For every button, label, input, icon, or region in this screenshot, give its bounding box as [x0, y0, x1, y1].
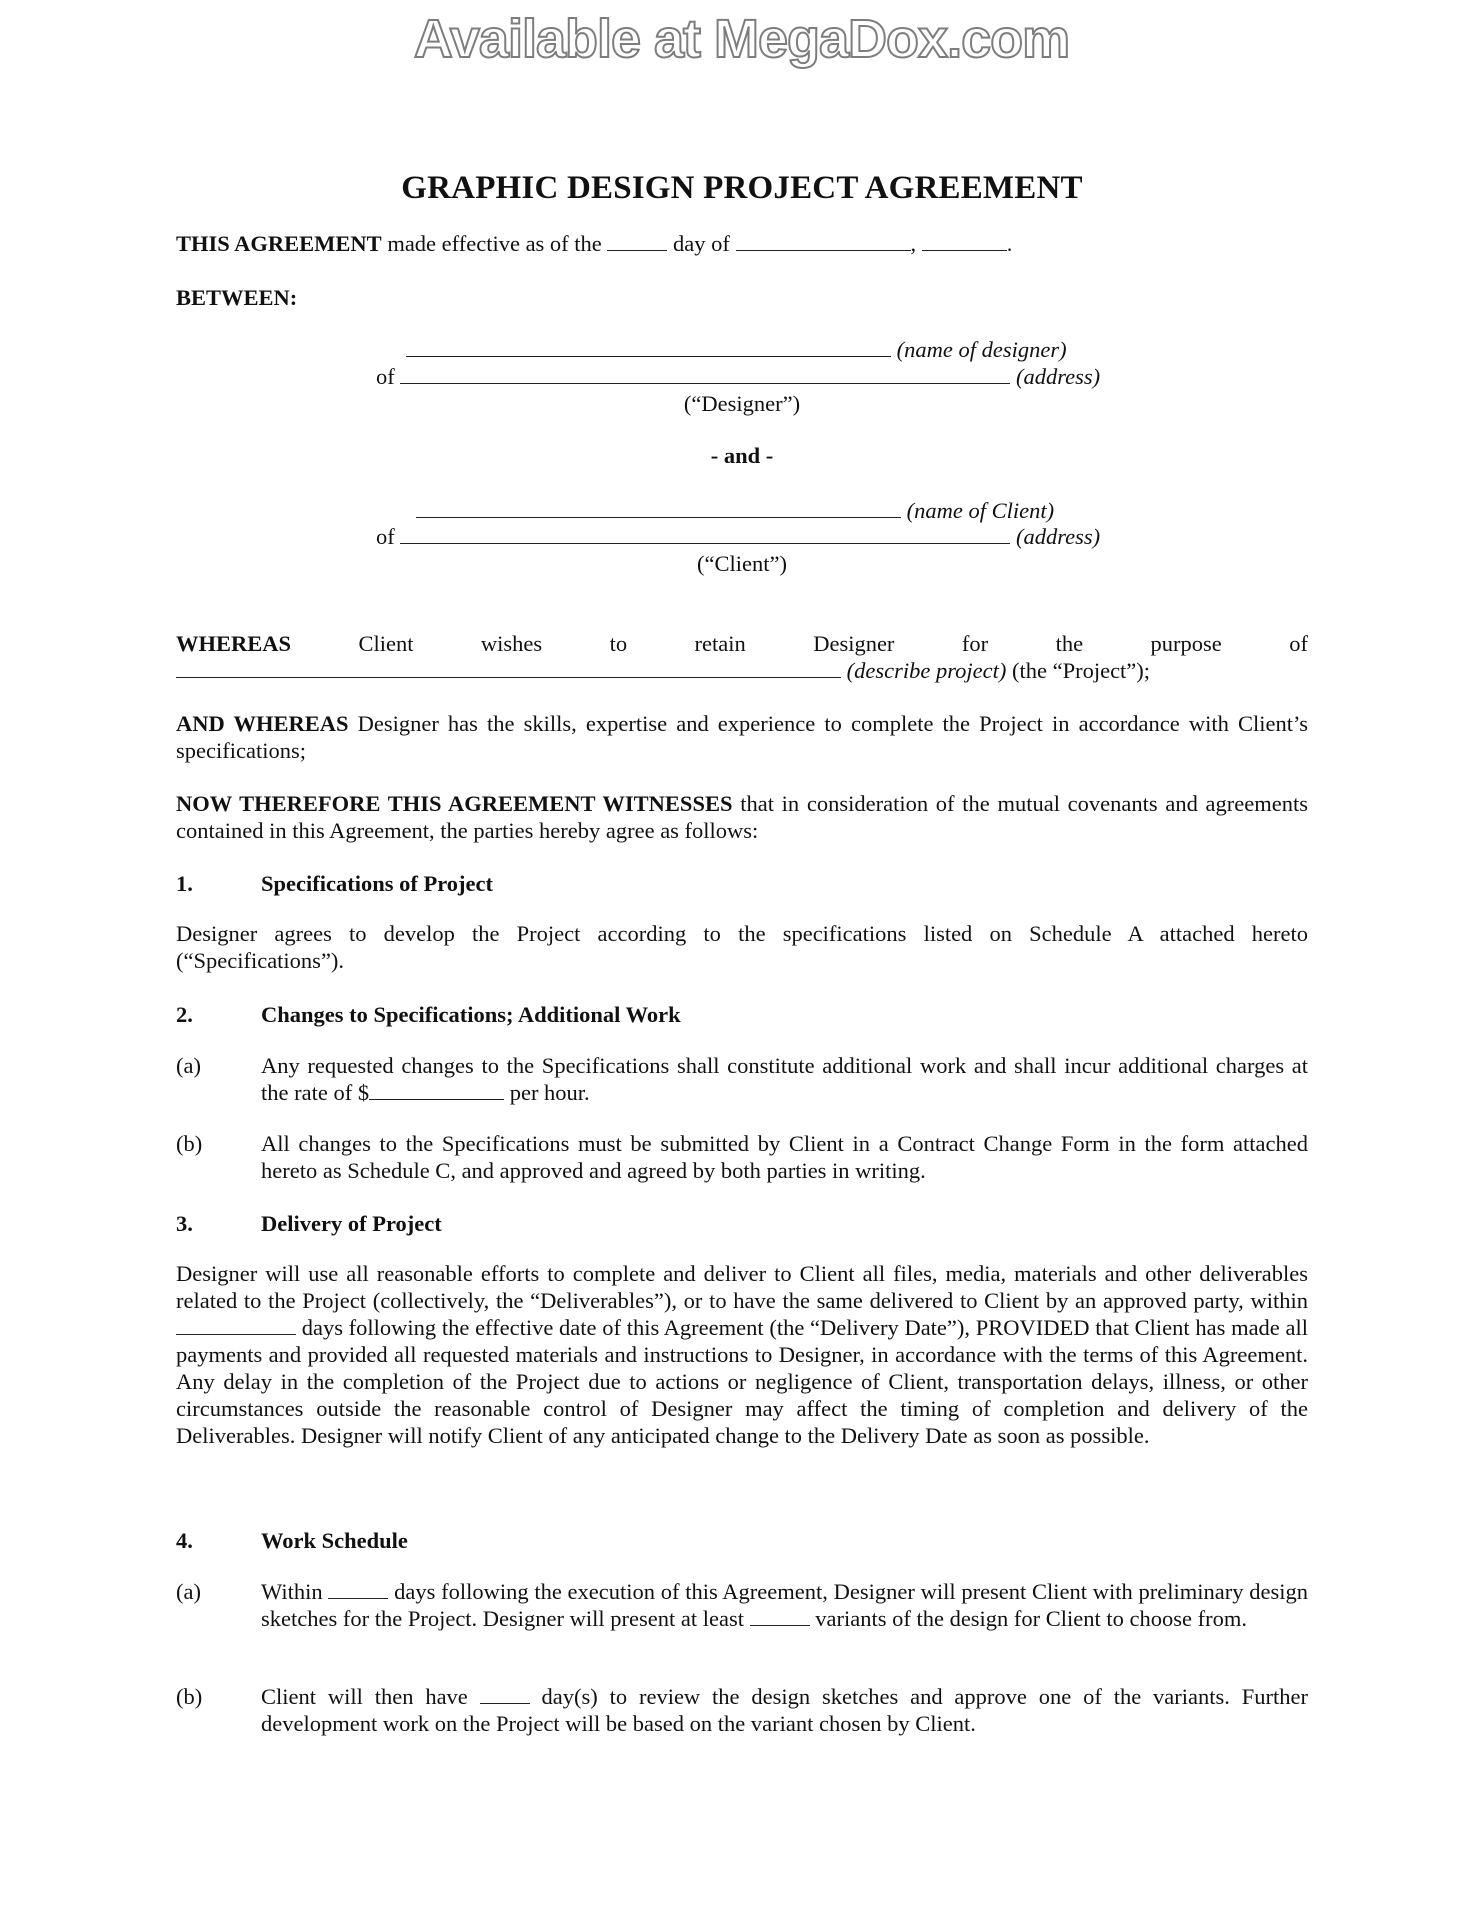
client-name-hint: (name of Client) — [906, 498, 1055, 523]
of-label: of — [376, 524, 395, 549]
review-days-blank[interactable] — [480, 1685, 530, 1704]
section-2a-text — [261, 1052, 1308, 1106]
whereas-word: retain — [694, 631, 746, 656]
watermark: Available at MegaDox.com — [413, 9, 1070, 69]
client-address-line — [376, 523, 1100, 550]
designer-name-blank[interactable] — [406, 338, 891, 357]
section-text: days following the effective date of this Agreement (the “Delivery Date”), PROVIDED that Client has made all payments and provided all requested materials and instructions to Designer, in accordance with the terms of this Agreement. Any delay in the completion of the Project due to actions or negligence of Client, transportation delays, illness, or other circumstances outside the reasonable control of Designer may affect the timing of completion and delivery of the Deliverables. Designer will notify Client of any anticipated change to the Delivery Date as soon as possible. — [176, 1315, 1308, 1448]
section-number: 4. — [176, 1528, 193, 1553]
now-therefore-lead: NOW THEREFORE THIS AGREEMENT WITNESSES — [176, 791, 733, 816]
whereas-word: the — [1055, 631, 1084, 656]
section-heading: Delivery of Project — [261, 1211, 442, 1236]
item-text: Client will then have — [261, 1684, 480, 1709]
whereas-word: to — [609, 631, 628, 656]
designer-address-blank[interactable] — [400, 365, 1010, 384]
day-blank[interactable] — [607, 232, 667, 251]
item-text: per hour. — [504, 1080, 590, 1105]
now-therefore-paragraph — [176, 790, 1308, 844]
variants-blank[interactable] — [750, 1607, 810, 1626]
client-label: (“Client”) — [697, 551, 787, 576]
item-text: Within — [261, 1579, 329, 1604]
month-blank[interactable] — [736, 232, 911, 251]
section-text: Designer will use all reasonable efforts to complete and deliver to Client all files, media, materials and other deliverables related to the Project (collectively, the “Deliverables”), or to have the same delivered to Client by an approved party, within — [176, 1261, 1308, 1313]
describe-project-hint: (describe project) — [846, 658, 1007, 683]
client-address-hint: (address) — [1016, 524, 1101, 549]
whereas-word: for — [961, 631, 989, 656]
whereas-tail: (the “Project”); — [1006, 658, 1151, 683]
designer-address-hint: (address) — [1016, 364, 1101, 389]
and-whereas-lead: AND WHEREAS — [176, 711, 349, 736]
section-3-body — [176, 1260, 1308, 1449]
section-number: 1. — [176, 871, 193, 896]
intro-text: made effective as of the — [381, 231, 608, 256]
section-number: 3. — [176, 1211, 193, 1236]
client-address-blank[interactable] — [400, 525, 1010, 544]
intro-paragraph — [176, 230, 1308, 257]
and-separator: - and - — [710, 443, 774, 468]
intro-text: . — [1006, 231, 1013, 256]
whereas-lead: WHEREAS — [176, 631, 292, 656]
whereas-word: purpose — [1150, 631, 1222, 656]
item-text: variants of the design for Client to choose from. — [809, 1606, 1248, 1631]
whereas-line-2 — [176, 657, 1150, 684]
document-title: GRAPHIC DESIGN PROJECT AGREEMENT — [401, 170, 1083, 206]
now-therefore-text: that in consideration of the mutual covenants and agreements contained in this Agreement, the parties hereby agree as follows: — [176, 791, 1309, 843]
of-label: of — [376, 364, 395, 389]
designer-name-line — [406, 336, 1067, 363]
whereas-word: Client — [358, 631, 414, 656]
client-name-line — [416, 497, 1054, 524]
intro-text: day of — [667, 231, 736, 256]
section-1-body: Designer agrees to develop the Project according to the specifications listed on Schedule A attached hereto (“Specifications”). — [176, 921, 1308, 973]
between-label: BETWEEN: — [176, 285, 298, 310]
section-number: 2. — [176, 1002, 193, 1027]
section-2b-text: All changes to the Specifications must be submitted by Client in a Contract Change Form in the form attached hereto as Schedule C, and approved and agreed by both parties in writing. — [261, 1131, 1308, 1183]
intro-text: , — [910, 231, 922, 256]
item-text: day(s) to review the design sketches and approve one of the variants. Further development work on the Project will be based on the variant chosen by Client. — [261, 1684, 1308, 1736]
hourly-rate-blank[interactable] — [369, 1081, 504, 1100]
designer-label: (“Designer”) — [683, 391, 801, 416]
section-4b-text — [261, 1683, 1308, 1737]
designer-address-line — [376, 363, 1100, 390]
section-heading: Work Schedule — [261, 1528, 408, 1553]
whereas-word: Designer — [813, 631, 895, 656]
client-name-blank[interactable] — [416, 499, 901, 518]
designer-name-hint: (name of designer) — [896, 337, 1067, 362]
and-whereas-text: Designer has the skills, expertise and experience to complete the Project in accordance with Client’s specifications; — [176, 711, 1308, 763]
sketch-days-blank[interactable] — [328, 1580, 388, 1599]
whereas-word: of — [1289, 631, 1308, 656]
intro-lead: THIS AGREEMENT — [176, 231, 382, 256]
delivery-days-blank[interactable] — [176, 1316, 296, 1335]
item-label: (b) — [176, 1131, 203, 1156]
item-text: days following the execution of this Agreement, Designer will present Client with preliminary design sketches for the Project. Designer will present at least — [261, 1579, 1308, 1631]
item-label: (a) — [176, 1053, 201, 1078]
and-whereas-paragraph — [176, 710, 1308, 764]
item-label: (b) — [176, 1684, 203, 1709]
section-heading: Changes to Specifications; Additional Work — [261, 1002, 681, 1027]
project-description-blank[interactable] — [176, 659, 841, 678]
section-4a-text — [261, 1578, 1308, 1632]
item-text: Any requested changes to the Specifications shall constitute additional work and shall incur additional charges at the rate of $ — [261, 1053, 1308, 1105]
section-heading: Specifications of Project — [261, 871, 494, 896]
whereas-line — [176, 630, 1308, 657]
whereas-word: wishes — [480, 631, 543, 656]
item-label: (a) — [176, 1579, 201, 1604]
year-blank[interactable] — [922, 232, 1007, 251]
